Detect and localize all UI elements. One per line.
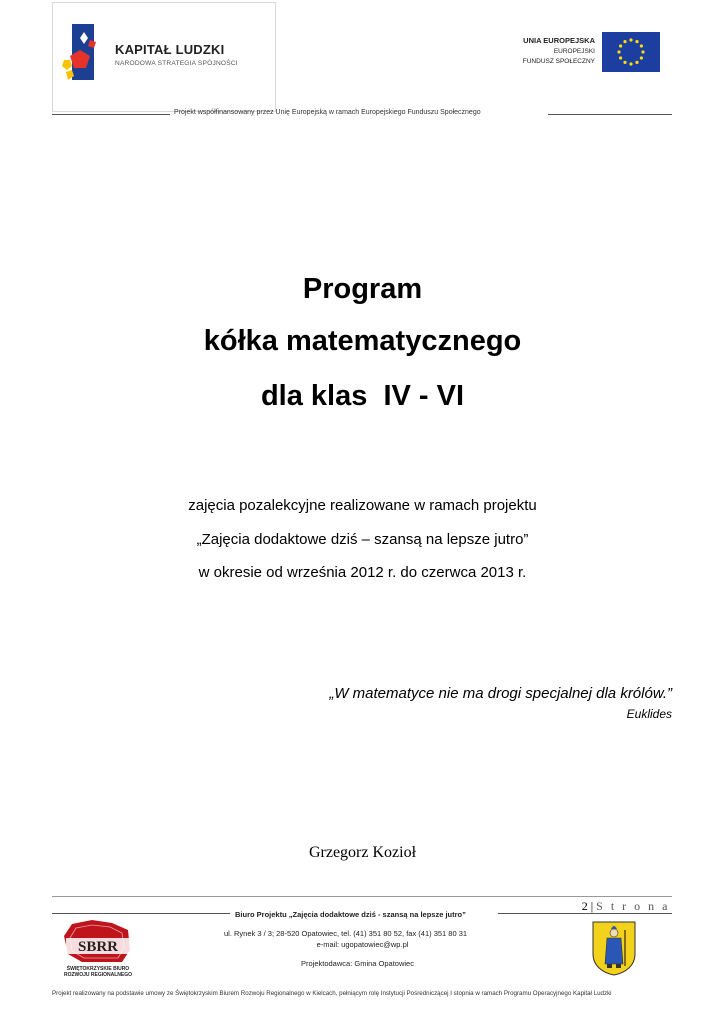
page-word: S t r o n a bbox=[596, 899, 670, 913]
doc-title-line1: Program bbox=[302, 273, 423, 305]
subtitle-line3: w okresie od września 2012 r. do czerwca 2013 r. bbox=[198, 564, 527, 581]
epigraph-quote: „W matematyce nie ma drogi specjalnej dla królów.” bbox=[329, 685, 672, 702]
doc-title-line2: kółka matematycznego bbox=[203, 325, 522, 357]
header-divider-right bbox=[548, 114, 672, 115]
footer-divider-right bbox=[498, 913, 672, 914]
author-name: Grzegorz Kozioł bbox=[308, 844, 417, 861]
subtitle-line1: zajęcia pozalekcyjne realizowane w ramach projektu bbox=[188, 497, 537, 514]
sbrr-logo-text: SBRR bbox=[77, 939, 119, 955]
sbrr-caption-line1: ŚWIĘTOKRZYSKIE BIURO bbox=[66, 966, 130, 972]
epigraph-author: Euklides bbox=[626, 707, 672, 721]
eu-label-line2: EUROPEJSKI bbox=[553, 48, 595, 55]
footer-top-rule bbox=[52, 896, 672, 897]
doc-title-line3: dla klas IV - VI bbox=[260, 380, 465, 412]
footer-office-title: Biuro Projektu „Zajęcia dodaktowe dziś - szansą na lepsze jutro” bbox=[235, 910, 466, 919]
subtitle-line2: „Zajęcia dodaktowe dziś – szansą na lepsze jutro” bbox=[196, 531, 529, 548]
header-divider-left bbox=[52, 114, 170, 115]
eu-label-line3: FUNDUSZ SPOŁECZNY bbox=[522, 58, 595, 65]
footer-project-owner: Projektodawca: Gmina Opatowiec bbox=[301, 959, 414, 968]
page-number-value: 2 bbox=[581, 899, 588, 913]
page-number bbox=[582, 899, 670, 914]
kapital-ludzki-title: KAPITAŁ LUDZKI bbox=[115, 42, 225, 57]
cofinancing-note: Projekt współfinansowany przez Unię Europejską w ramach Europejskiego Funduszu Społecznego bbox=[174, 109, 481, 116]
eu-label-line1: UNIA EUROPEJSKA bbox=[523, 36, 595, 45]
sbrr-caption-line2: ROZWOJU REGIONALNEGO bbox=[63, 972, 133, 978]
footer-bottom-note: Projekt realizowany na podstawie umowy ze Świętokrzyskim Biurem Rozwoju Regionalnego w Kielcach, pełniącym rolę Instytucji Pośredniczącej I stopnia w ramach Programu Operacyjnego Kapitał Ludzki bbox=[52, 990, 612, 997]
footer-email: e-mail: ugopatowiec@wp.pl bbox=[316, 940, 409, 949]
footer-address: ul. Rynek 3 / 3; 28-520 Opatowiec, tel. (41) 351 80 52, fax (41) 351 80 31 bbox=[224, 929, 468, 938]
kapital-ludzki-emblem-icon bbox=[60, 20, 108, 88]
coat-of-arms-icon bbox=[591, 920, 637, 976]
sbrr-logo-icon bbox=[62, 920, 134, 964]
eu-flag-icon bbox=[602, 32, 660, 72]
footer-divider-left bbox=[52, 913, 230, 914]
page-number-separator: | bbox=[587, 899, 597, 913]
kapital-ludzki-subtitle: NARODOWA STRATEGIA SPÓJNOŚCI bbox=[115, 60, 238, 67]
